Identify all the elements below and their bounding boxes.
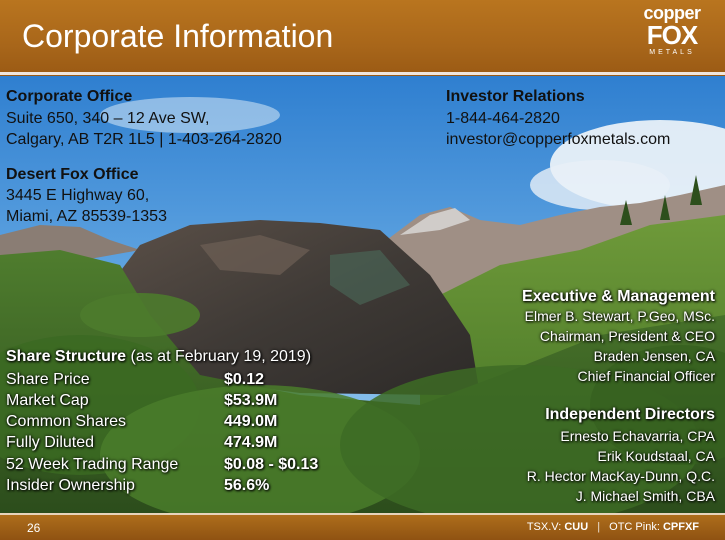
executive-line: Chief Financial Officer <box>577 368 715 384</box>
header-bar <box>0 0 725 76</box>
header-divider <box>0 72 725 75</box>
share-structure-date: (as at February 19, 2019) <box>126 348 312 365</box>
corporate-office-heading: Corporate Office <box>6 88 133 105</box>
director-line: R. Hector MacKay-Dunn, Q.C. <box>526 468 715 484</box>
footer-bar <box>0 513 725 540</box>
ticker-symbols <box>527 521 699 533</box>
investor-relations-heading: Investor Relations <box>446 88 585 105</box>
share-row-value: $53.9M <box>224 392 278 409</box>
footer-divider <box>0 513 725 515</box>
corporate-office-line-1: Suite 650, 340 – 12 Ave SW, <box>6 110 210 127</box>
desert-fox-office-line-1: 3445 E Highway 60, <box>6 187 150 204</box>
share-structure-title: Share Structure <box>6 348 127 365</box>
share-row-label: Insider Ownership <box>6 477 135 494</box>
tsxv-symbol: CUU <box>564 521 589 533</box>
executive-line: Braden Jensen, CA <box>593 348 715 364</box>
share-row-value: 56.6% <box>224 477 270 494</box>
directors-heading: Independent Directors <box>545 406 715 423</box>
otc-label: OTC Pink: <box>609 521 660 533</box>
share-row-value: $0.12 <box>224 371 265 388</box>
director-line: J. Michael Smith, CBA <box>575 488 715 504</box>
copper-fox-logo <box>633 4 711 68</box>
page-number: 26 <box>27 521 41 535</box>
share-row-label: Share Price <box>6 371 90 388</box>
share-row-label: Market Cap <box>6 392 89 409</box>
share-row-value: 474.9M <box>224 434 278 451</box>
desert-fox-office-line-2: Miami, AZ 85539-1353 <box>6 208 167 225</box>
ticker-separator: | <box>597 521 601 533</box>
page-title: Corporate Information <box>22 18 334 54</box>
executive-line: Elmer B. Stewart, P.Geo, MSc. <box>524 308 715 324</box>
share-row-label: Fully Diluted <box>6 434 95 451</box>
share-structure-heading <box>6 346 311 367</box>
logo-line-3: METALS <box>649 49 695 56</box>
corporate-office-line-2: Calgary, AB T2R 1L5 | 1-403-264-2820 <box>6 131 282 148</box>
share-row-label: Common Shares <box>6 413 127 430</box>
otc-symbol: CPFXF <box>662 521 699 533</box>
executive-line: Chairman, President & CEO <box>539 328 715 344</box>
desert-fox-office-heading: Desert Fox Office <box>6 166 139 183</box>
logo-line-1: copper <box>643 3 701 23</box>
share-row-value: 449.0M <box>224 413 278 430</box>
tsxv-label: TSX.V: <box>526 521 562 533</box>
share-row-label: 52 Week Trading Range <box>6 456 179 473</box>
executive-heading: Executive & Management <box>522 288 715 305</box>
director-line: Erik Koudstaal, CA <box>597 448 715 464</box>
director-line: Ernesto Echavarria, CPA <box>560 428 715 444</box>
investor-relations-email[interactable]: investor@copperfoxmetals.com <box>446 131 671 148</box>
investor-relations-phone: 1-844-464-2820 <box>446 110 560 127</box>
logo-line-2: FOX <box>646 20 698 50</box>
share-row-value: $0.08 - $0.13 <box>224 456 319 473</box>
